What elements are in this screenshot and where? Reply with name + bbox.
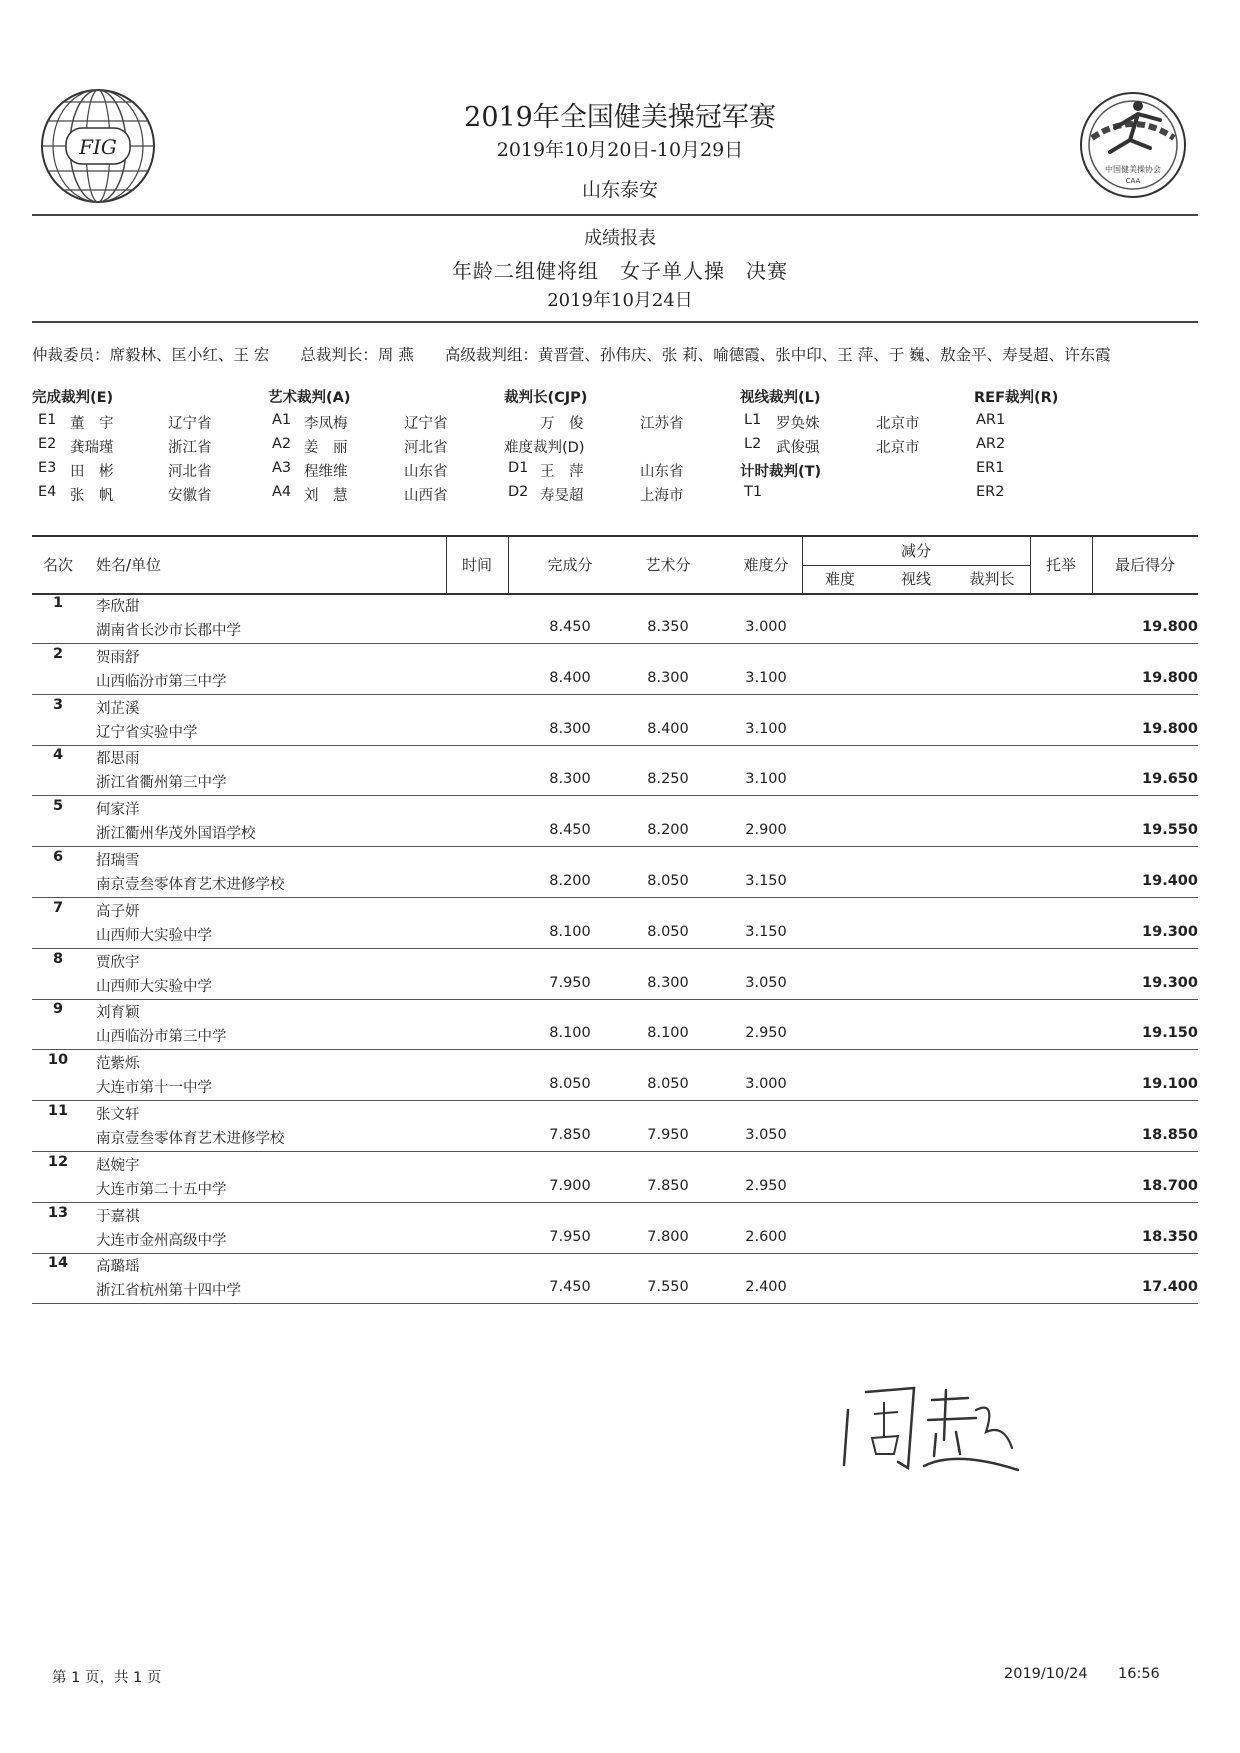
rank-cell: 7 (52, 899, 64, 916)
final-score: 19.300 (1142, 923, 1198, 940)
signature (836, 1370, 1026, 1484)
final-score: 19.400 (1142, 873, 1198, 889)
athlete-name: 刘芷溪 (96, 700, 140, 717)
rank-cell: 8 (52, 950, 64, 967)
competition-location: 山东泰安 (581, 179, 658, 201)
page-indicator: 第 1 页，共 1 页 (52, 1670, 162, 1686)
cjp-judges: 裁判长(CJP) 万 俊 江苏省 难度裁判(D) D1 王 萍 山东省 D2 寿旻超 上海市 (504, 386, 724, 506)
ref-judges-title: REF裁判(R) (974, 390, 1059, 406)
difficulty-score: 2.400 (745, 1279, 787, 1296)
execution-score: 8.100 (549, 923, 591, 940)
athlete-name: 李欣甜 (96, 599, 140, 615)
execution-score: 7.900 (549, 1177, 591, 1194)
event-title: 年龄二组健将组 女子单人操 决赛 (452, 259, 788, 283)
athlete-name: 招瑞雪 (96, 853, 140, 869)
artistic-score: 8.400 (647, 720, 689, 737)
athlete-unit: 山西临汾市第三中学 (96, 673, 227, 690)
footer-date: 2019/10/24 (1004, 1666, 1088, 1682)
rank-cell: 4 (52, 747, 64, 764)
artistic-judges-title: 艺术裁判(A) (268, 390, 351, 406)
artistic-score: 8.350 (647, 619, 689, 635)
athlete-name: 范紫烁 (96, 1056, 140, 1073)
table-row (32, 745, 1198, 796)
caa-logo-sub: CAA (1125, 177, 1141, 185)
officials-rule (32, 321, 1198, 323)
rank-cell: 2 (52, 645, 64, 662)
final-score: 19.800 (1142, 619, 1198, 635)
artistic-score: 7.550 (647, 1279, 689, 1296)
header-art: 艺术分 (645, 556, 691, 574)
results-table-header (32, 535, 1198, 595)
ref-judges: REF裁判(R) AR1 AR2 ER1 ER2 (974, 386, 1174, 506)
header-diff: 难度分 (743, 556, 789, 574)
rank-cell: 13 (47, 1204, 69, 1221)
athlete-name: 于嘉祺 (96, 1208, 140, 1225)
athlete-name: 高子妍 (96, 903, 140, 920)
header-rule (32, 214, 1198, 216)
final-score: 18.700 (1142, 1177, 1198, 1194)
athlete-unit: 大连市第二十五中学 (96, 1181, 227, 1198)
table-row (32, 695, 1198, 746)
rank-cell: 6 (52, 849, 64, 865)
athlete-name: 贾欣宇 (96, 954, 140, 971)
header-rank: 名次 (42, 556, 73, 574)
header-deduct-diff: 难度 (824, 570, 855, 588)
final-score: 17.400 (1142, 1279, 1198, 1296)
difficulty-score: 2.950 (745, 1177, 787, 1194)
rank-cell: 14 (47, 1255, 69, 1272)
event-date: 2019年10月24日 (547, 290, 693, 311)
table-row (32, 1253, 1198, 1304)
cjp-title: 裁判长(CJP) (504, 390, 588, 406)
execution-score: 8.200 (549, 873, 591, 889)
difficulty-score: 3.150 (745, 923, 787, 940)
rank-cell: 12 (47, 1153, 69, 1170)
execution-score: 8.400 (549, 669, 591, 686)
athlete-unit: 南京壹叁零体育艺术进修学校 (96, 1131, 285, 1147)
difficulty-score: 3.050 (745, 1127, 787, 1143)
final-score: 19.550 (1142, 822, 1198, 839)
header-exec: 完成分 (547, 556, 593, 574)
caa-logo-text: 中国健美操协会 (1105, 165, 1161, 174)
athlete-unit: 南京壹叁零体育艺术进修学校 (96, 877, 285, 893)
artistic-score: 8.100 (647, 1025, 689, 1042)
athlete-name: 何家洋 (96, 802, 140, 819)
difficulty-score: 3.000 (745, 1076, 787, 1093)
artistic-score: 8.050 (647, 873, 689, 889)
rank-cell: 1 (52, 595, 64, 611)
execution-score: 8.100 (549, 1025, 591, 1042)
difficulty-score: 2.900 (745, 822, 787, 839)
execution-score: 7.950 (549, 974, 591, 991)
final-score: 19.650 (1142, 771, 1198, 788)
table-row (32, 593, 1198, 644)
table-row (32, 1101, 1198, 1152)
execution-score: 8.300 (549, 771, 591, 788)
athlete-unit: 山西师大实验中学 (96, 978, 212, 995)
report-title: 成绩报表 (584, 228, 656, 249)
final-score: 19.100 (1142, 1076, 1198, 1093)
execution-score: 8.450 (549, 822, 591, 839)
competition-title: 2019年全国健美操冠军赛 (464, 102, 776, 133)
difficulty-score: 3.050 (745, 974, 787, 991)
artistic-score: 8.300 (647, 669, 689, 686)
athlete-name: 高璐瑶 (96, 1259, 140, 1276)
table-row (32, 1152, 1198, 1203)
athlete-unit: 山西师大实验中学 (96, 927, 212, 944)
artistic-score: 8.050 (647, 1076, 689, 1093)
header-deduct: 减分 (802, 537, 1030, 566)
table-row (32, 1050, 1198, 1101)
artistic-score: 7.800 (647, 1228, 689, 1245)
line-judges-title: 视线裁判(L) (740, 390, 821, 406)
athlete-name: 张文轩 (96, 1107, 140, 1123)
header-time: 时间 (461, 556, 492, 574)
artistic-score: 8.050 (647, 923, 689, 940)
difficulty-score: 3.150 (745, 873, 787, 889)
execution-score: 7.850 (549, 1127, 591, 1143)
table-row (32, 1203, 1198, 1254)
athlete-unit: 湖南省长沙市长郡中学 (96, 623, 241, 639)
athlete-name: 都思雨 (96, 751, 140, 768)
difficulty-score: 3.100 (745, 720, 787, 737)
table-row (32, 949, 1198, 1000)
athlete-unit: 山西临汾市第三中学 (96, 1029, 227, 1046)
fig-logo-text: FIG (79, 135, 117, 159)
artistic-score: 8.300 (647, 974, 689, 991)
footer-time: 16:56 (1118, 1666, 1160, 1682)
artistic-score: 8.250 (647, 771, 689, 788)
competition-dates: 2019年10月20日-10月29日 (496, 139, 744, 161)
table-row (32, 999, 1198, 1050)
athlete-unit: 辽宁省实验中学 (96, 724, 198, 741)
final-score: 18.350 (1142, 1228, 1198, 1245)
execution-score: 8.450 (549, 619, 591, 635)
athlete-unit: 大连市第十一中学 (96, 1080, 212, 1097)
header-lift: 托举 (1045, 556, 1076, 574)
athlete-name: 刘育颖 (96, 1005, 140, 1022)
execution-score: 8.300 (549, 720, 591, 737)
difficulty-score: 3.100 (745, 771, 787, 788)
athlete-unit: 大连市金州高级中学 (96, 1232, 227, 1249)
header-deduct-line: 视线 (900, 570, 931, 588)
artistic-score: 7.950 (647, 1127, 689, 1143)
athlete-name: 赵婉宇 (96, 1157, 140, 1174)
execution-score: 8.050 (549, 1076, 591, 1093)
artistic-score: 8.200 (647, 822, 689, 839)
final-score: 19.150 (1142, 1025, 1198, 1042)
rank-cell: 3 (52, 696, 64, 713)
athlete-unit: 浙江衢州华茂外国语学校 (96, 826, 256, 843)
rank-cell: 9 (52, 1001, 64, 1018)
difficulty-score: 3.100 (745, 669, 787, 686)
rank-cell: 5 (52, 798, 64, 815)
execution-score: 7.950 (549, 1228, 591, 1245)
athlete-unit: 浙江省杭州第十四中学 (96, 1283, 241, 1300)
execution-score: 7.450 (549, 1279, 591, 1296)
rank-cell: 10 (47, 1052, 69, 1069)
final-score: 19.800 (1142, 720, 1198, 737)
header-deduct-cjp: 裁判长 (969, 570, 1015, 588)
header-name: 姓名/单位 (96, 556, 162, 574)
execution-judges-title: 完成裁判(E) (32, 390, 114, 406)
header-final: 最后得分 (1114, 556, 1175, 574)
execution-judges: 完成裁判(E) E1 董 宇 辽宁省 E2 龚瑞瑾 浙江省 E3 田 彬 河北省 E4 张 帆 安徽省 (32, 386, 252, 506)
final-score: 19.800 (1142, 669, 1198, 686)
table-row (32, 847, 1198, 898)
artistic-judges: 艺术裁判(A) A1 李凤梅 辽宁省 A2 姜 丽 河北省 A3 程维维 山东省 A4 刘 慧 山西省 (268, 386, 488, 506)
difficulty-score: 2.600 (745, 1228, 787, 1245)
final-score: 19.300 (1142, 974, 1198, 991)
difficulty-score: 3.000 (745, 619, 787, 635)
table-row (32, 898, 1198, 949)
officials-line: 仲裁委员：席毅林、匡小红、王 宏 总裁判长：周 燕 高级裁判组：黄晋萱、孙伟庆、张 莉、喻德霞、张中印、王 萍、于 巍、敖金平、寿旻超、许东霞 (32, 346, 1111, 364)
table-row (32, 644, 1198, 695)
table-row (32, 796, 1198, 847)
final-score: 18.850 (1142, 1127, 1198, 1143)
line-judges: 视线裁判(L) L1 罗奂姝 北京市 L2 武俊强 北京市 计时裁判(T) T1 (740, 386, 960, 506)
athlete-name: 贺雨舒 (96, 649, 140, 666)
athlete-unit: 浙江省衢州第三中学 (96, 775, 227, 792)
artistic-score: 7.850 (647, 1177, 689, 1194)
difficulty-score: 2.950 (745, 1025, 787, 1042)
rank-cell: 11 (47, 1103, 69, 1119)
